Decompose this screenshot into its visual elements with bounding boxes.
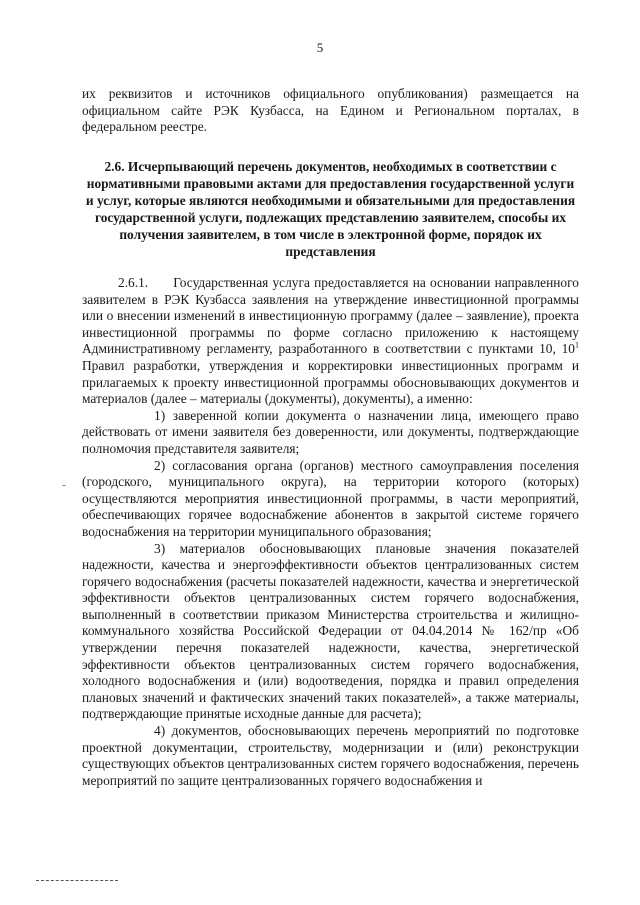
list-item-number: 4)	[154, 723, 166, 739]
section-body	[82, 275, 579, 789]
list-item-text: согласования органа (органов) местного самоуправления поселения (городского, муниципального округа), на территории которого (которых) осуществляются мероприятия инвестиционной программы, в части мероприятий, обеспечивающих горячее водоснабжение абонентов в закрытой системе горячего водоснабжения на территории муниципального образования;	[82, 457, 579, 539]
section-text-before-sup: Государственная услуга предоставляется на основании направленного заявителем в РЭК Кузбасса заявления на утверждение инвестиционной программы или о внесении изменений в инвестиционную программу (далее – заявление), проекта инвестиционной программы по форме согласно приложению к настоящему Административному регламенту, разработанного в соответствии с пунктами 10, 10	[82, 275, 579, 357]
list-item	[82, 541, 579, 724]
section-number: 2.6.1.	[118, 275, 149, 290]
footnote-superscript: 1	[575, 340, 579, 350]
list-item-text: документов, обосновывающих перечень мероприятий по подготовке проектной документации, строительству, модернизации и (или) реконструкции существующих объектов централизованных систем горячего водоснабжения, перечень мероприятий по защите централизованных горячего водоснабжения и	[82, 723, 579, 788]
list-item	[82, 408, 579, 458]
continuation-paragraph: их реквизитов и источников официального опубликования) размещается на официальном сайте РЭК Кузбасса, на Едином и Региональном порталах, в федеральном реестре.	[82, 86, 579, 135]
list-item-number: 3)	[154, 540, 166, 556]
page-number: 5	[316, 40, 324, 55]
section-heading: 2.6. Исчерпывающий перечень документов, необходимых в соответствии с нормативными правовыми актами для предоставления государственной услуги и услуг, которые являются необходимыми и обязательными для предоставления государственной услуги, подлежащих представлению заявителем, способы их получения заявителем, в том числе в электронной форме, порядок их представления	[85, 159, 576, 259]
list-item-number: 1)	[154, 407, 166, 423]
section-paragraph	[82, 275, 579, 408]
section-text-after-sup: Правил разработки, утверждения и корректировки инвестиционных программ и прилагаемых к проекту инвестиционной программы обосновывающих документов и материалов (далее – материалы (документы), документы), а именно:	[82, 357, 579, 407]
list-item	[82, 723, 579, 789]
list-item-text: заверенной копии документа о назначении лица, имеющего право действовать от имени заявителя без доверенности, или документы, подтверждающие полномочия представителя заявителя;	[82, 407, 579, 456]
list-item-text: материалов обосновывающих плановые значения показателей надежности, качества и энергоэффективности объектов централизованных систем горячего водоснабжения (расчеты показателей надежности, качества и энергетической эффективности объектов централизованных систем горячего водоснабжения, выполненный в соответствии приказом Министерства строительства и жилищно-коммунального хозяйства Российской Федерации от 04.04.2014 № 162/пр «Об утверждении перечня показателей надежности, качества, энергетической эффективности объектов централизованных систем горячего водоснабжения, холодного водоснабжения и (или) водоотведения, порядка и правил определения плановых значений и фактических значений таких показателей», а также материалы, подтверждающие принятые исходные данные для расчета);	[82, 540, 579, 722]
footnote-divider	[36, 880, 118, 881]
list-item-number: 2)	[154, 457, 166, 473]
margin-mark	[62, 485, 66, 486]
list-item	[82, 458, 579, 541]
